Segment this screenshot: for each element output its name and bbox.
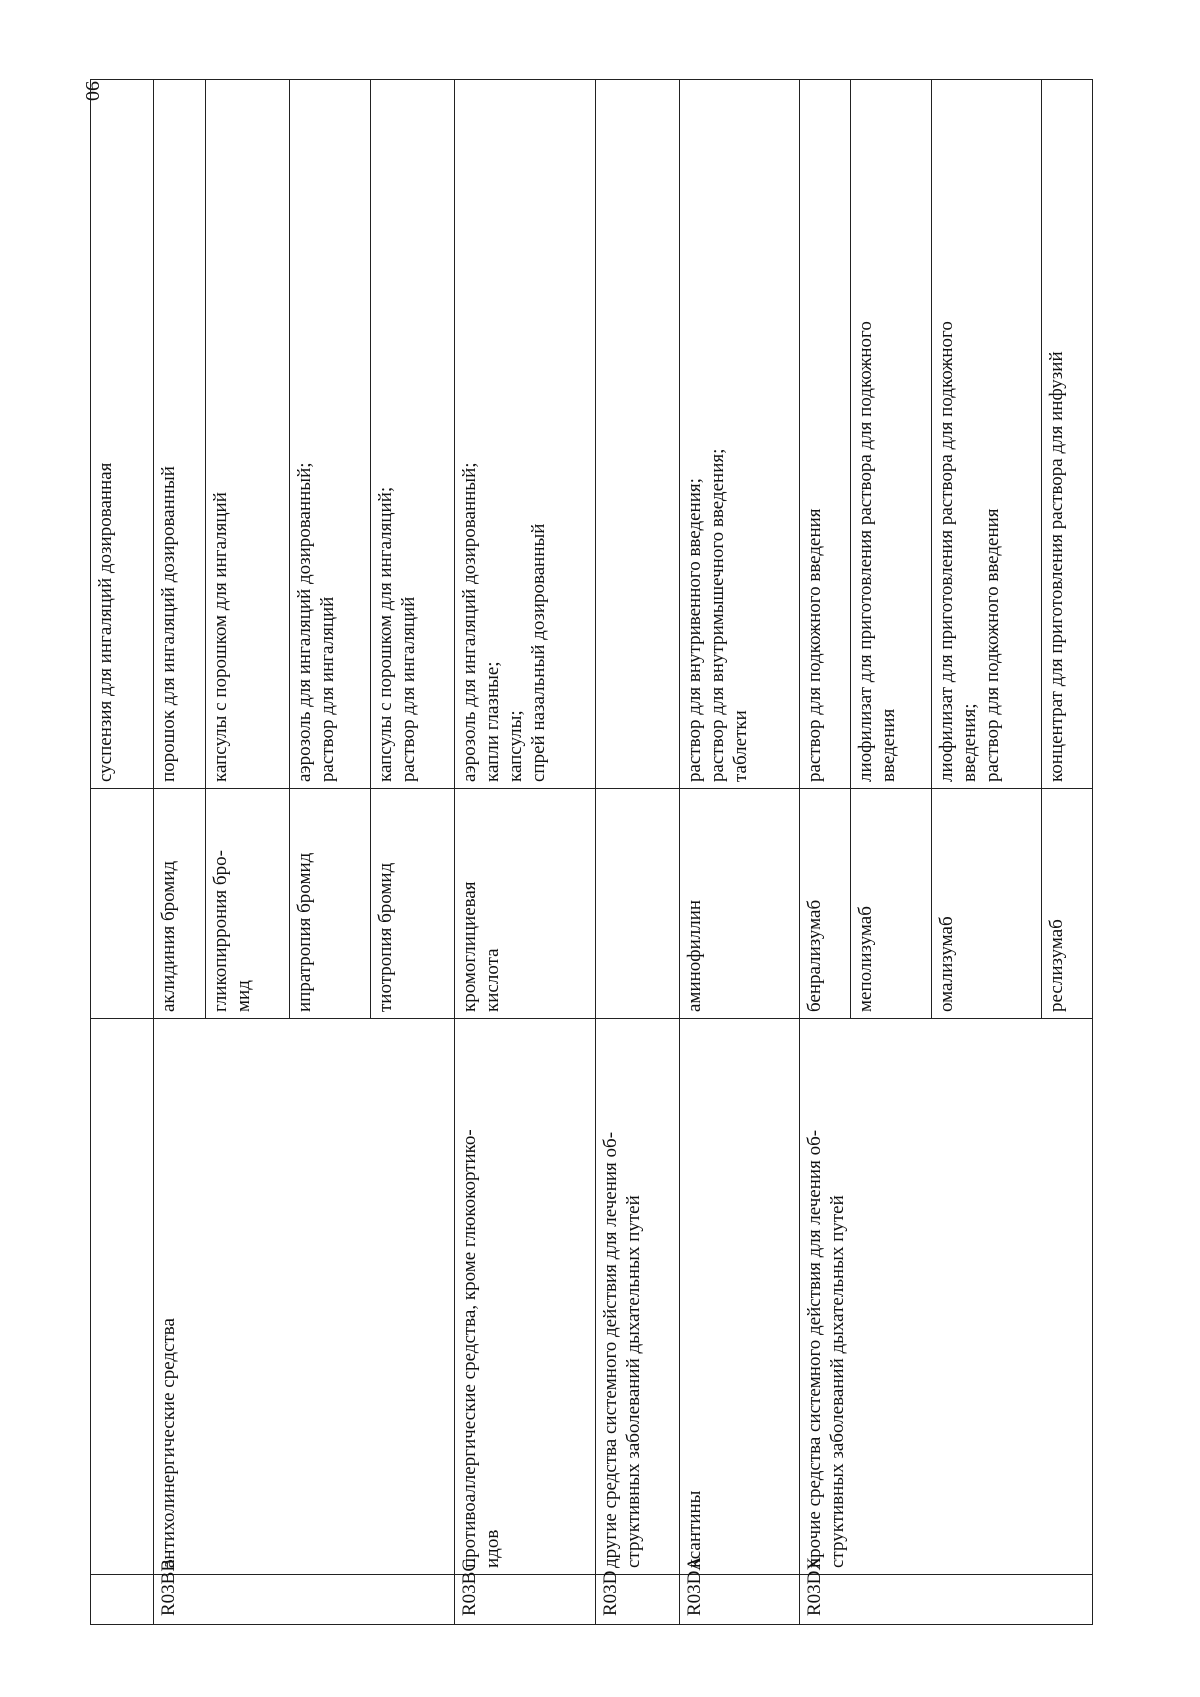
drug-cell: ипратропия бромид (290, 789, 371, 1019)
form-cell (595, 80, 680, 789)
drug-cell: кромоглициевая кислота (455, 789, 596, 1019)
form-cell: лиофилизат для приготовления раствора для подкожного введения; раствор для подкожного введения (932, 80, 1042, 789)
drug-cell: реслизумаб (1042, 789, 1093, 1019)
drug-cell: бенрализумаб (800, 789, 851, 1019)
table-row (455, 80, 596, 1625)
atc-code-cell: R03BC (455, 1575, 596, 1625)
group-cell: ксантины (680, 1019, 800, 1575)
group-cell: антихолинергические средства (153, 1019, 454, 1575)
table-row (595, 80, 680, 1625)
group-cell: противоаллергические средства, кроме глюкокортико- идов (455, 1019, 596, 1575)
rotated-page-content (90, 80, 1093, 1625)
atc-code-cell: R03DX (800, 1575, 1093, 1625)
form-cell: аэрозоль для ингаляций дозированный; капли глазные; капсулы; спрей назальный дозированный (455, 80, 596, 789)
atc-code-cell: R03BB (153, 1575, 454, 1625)
form-cell: порошок для ингаляций дозированный (153, 80, 206, 789)
group-cell: другие средства системного действия для лечения об- структивных заболеваний дыхательных путей (595, 1019, 680, 1575)
table-row (800, 80, 851, 1625)
form-cell: концентрат для приготовления раствора для инфузий (1042, 80, 1093, 789)
drug-cell: меполизумаб (850, 789, 931, 1019)
drug-cell: аминофиллин (680, 789, 800, 1019)
form-cell: капсулы с порошком для ингаляций (206, 80, 290, 789)
table-row (680, 80, 800, 1625)
drug-cell: аклидиния бромид (153, 789, 206, 1019)
form-cell: раствор для внутривенного введения; раствор для внутримышечного введения; таблетки (680, 80, 800, 789)
atc-code-cell: R03DA (680, 1575, 800, 1625)
form-cell: раствор для подкожного введения (800, 80, 851, 789)
atc-code-cell (91, 1575, 154, 1625)
table-row (153, 80, 206, 1625)
drug-cell (91, 789, 154, 1019)
group-cell (91, 1019, 154, 1575)
form-cell: суспензия для ингаляций дозированная (91, 80, 154, 789)
form-cell: лиофилизат для приготовления раствора для подкожного введения (850, 80, 931, 789)
form-cell: аэрозоль для ингаляций дозированный; раствор для ингаляций (290, 80, 371, 789)
group-cell: прочие средства системного действия для лечения об- структивных заболеваний дыхательных путей (800, 1019, 1093, 1575)
drug-cell (595, 789, 680, 1019)
drug-cell: омализумаб (932, 789, 1042, 1019)
drug-cell: тиотропия бромид (371, 789, 455, 1019)
medication-table (90, 79, 1093, 1625)
atc-code-cell: R03D (595, 1575, 680, 1625)
form-cell: капсулы с порошком для ингаляций; раствор для ингаляций (371, 80, 455, 789)
table-row (91, 80, 154, 1625)
drug-cell: гликопиррония бро- мид (206, 789, 290, 1019)
page-number: 90 (81, 81, 103, 101)
